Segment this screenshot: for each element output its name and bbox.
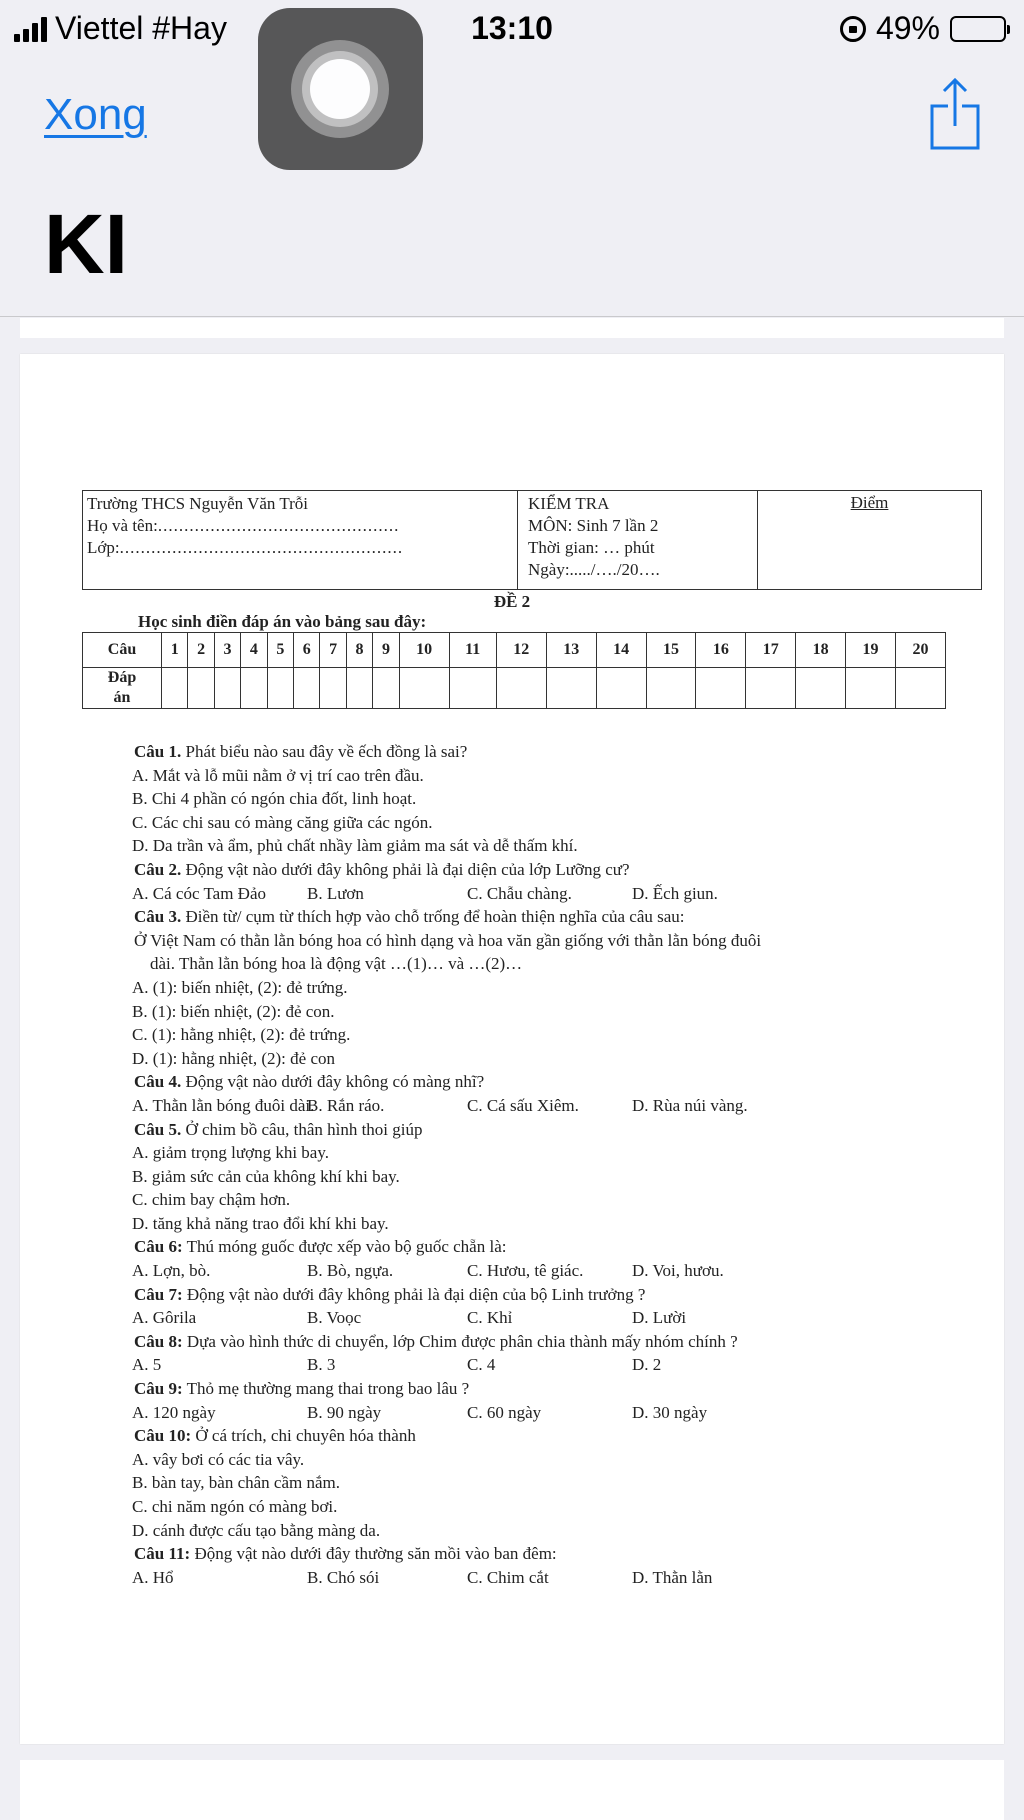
question-number-cell: 14 <box>596 633 646 668</box>
answer-cell[interactable] <box>496 668 546 709</box>
answer-option: C. Chẫu chàng. <box>467 883 572 903</box>
answer-cell[interactable] <box>346 668 372 709</box>
answer-option: B. bàn tay, bàn chân cầm nắm. <box>132 1473 341 1493</box>
question-label: Câu 9: <box>134 1379 183 1399</box>
previous-page <box>20 318 1004 338</box>
question-text: Động vật nào dưới đây không có màng nhĩ? <box>181 1072 485 1092</box>
question-stem <box>134 1118 994 1142</box>
answer-option: B. Bò, ngựa. <box>307 1261 394 1281</box>
question-number-cell: 4 <box>241 633 267 668</box>
answer-option: A. Mắt và lỗ mũi nằm ở vị trí cao trên đầu. <box>132 765 424 785</box>
document-page <box>20 354 1004 1744</box>
answer-cell[interactable] <box>846 668 896 709</box>
question-number-cell: 9 <box>373 633 399 668</box>
question-label: Câu 1. <box>134 742 182 761</box>
answer-option: C. Các chi sau có màng căng giữa các ngón. <box>132 812 433 832</box>
battery-icon <box>950 16 1006 42</box>
answer-option: A. giảm trọng lượng khi bay. <box>132 1143 329 1163</box>
answer-options-row <box>132 1566 994 1590</box>
exam-version: ĐỀ 2 <box>493 592 531 611</box>
question-text: Động vật nào dưới đây không phải là đại diện của bộ Linh trưởng ? <box>182 1284 646 1304</box>
answer-option: D. Lười <box>632 1308 687 1328</box>
share-icon[interactable] <box>928 76 982 152</box>
answer-options-row <box>132 1401 994 1425</box>
answer-option: A. 5 <box>132 1355 162 1375</box>
question-stem <box>134 1330 994 1354</box>
instruction: Học sinh điền đáp án vào bảng sau đây: <box>138 612 427 631</box>
question-label: Câu 10: <box>134 1426 192 1446</box>
question-number-cell: 20 <box>895 633 945 668</box>
next-page <box>20 1760 1004 1820</box>
school-name: Trường THCS Nguyễn Văn Trỗi <box>87 494 308 513</box>
exam-header <box>82 490 982 590</box>
answer-cell[interactable] <box>162 668 188 709</box>
answer-option: A. Cá cóc Tam Đảo <box>132 883 266 903</box>
answer-option: B. Chi 4 phần có ngón chia đốt, linh hoạt. <box>132 789 417 809</box>
question-list <box>134 740 994 1589</box>
answer-options-row <box>132 882 994 906</box>
question-text: Động vật nào dưới đây thường săn mồi vào ban đêm: <box>190 1544 557 1564</box>
question-text: Điền từ/ cụm từ thích hợp vào chỗ trống để hoàn thiện nghĩa của câu sau: <box>181 907 685 927</box>
answer-cell[interactable] <box>449 668 496 709</box>
answer-cell[interactable] <box>241 668 267 709</box>
answer-option: B. Lươn <box>307 883 364 903</box>
question-number-cell: 11 <box>449 633 496 668</box>
question-number-cell: 2 <box>188 633 214 668</box>
question-passage: Ở Việt Nam có thằn lằn bóng hoa có hình dạng và hoa văn gần giống với thằn lằn bóng đuôi <box>134 930 762 950</box>
answer-option: A. vây bơi có các tia vây. <box>132 1449 305 1469</box>
question-stem <box>134 1070 994 1094</box>
answer-option: C. chim bay chậm hơn. <box>132 1190 291 1210</box>
carrier-name: Viettel #Hay <box>55 10 227 46</box>
question-stem <box>134 1283 994 1307</box>
answer-option: A. Lợn, bò. <box>132 1261 211 1281</box>
answer-option: D. Voi, hươu. <box>632 1261 724 1281</box>
answer-option: D. (1): hằng nhiệt, (2): đẻ con <box>132 1048 335 1068</box>
question-text: Thỏ mẹ thường mang thai trong bao lâu ? <box>182 1379 470 1399</box>
name-label: Họ và tên: <box>87 516 158 535</box>
answer-option: D. Rùa núi vàng. <box>632 1095 748 1115</box>
assistive-touch-button[interactable] <box>258 8 423 170</box>
question-stem <box>134 905 994 929</box>
answer-option: D. tăng khả năng trao đổi khí khi bay. <box>132 1213 389 1233</box>
answer-option: D. 30 ngày <box>632 1402 708 1422</box>
answer-option: B. (1): biến nhiệt, (2): đẻ con. <box>132 1001 335 1021</box>
date: Ngày:...../…./20…. <box>528 560 660 579</box>
question-text: Dựa vào hình thức di chuyển, lớp Chim được phân chia thành mấy nhóm chính ? <box>182 1331 738 1351</box>
subject: MÔN: Sinh 7 lần 2 <box>528 516 659 535</box>
answer-option: C. chi năm ngón có màng bơi. <box>132 1497 338 1516</box>
status-bar <box>0 0 1024 56</box>
answer-table <box>82 632 946 709</box>
answer-option: C. Hươu, tê giác. <box>467 1261 584 1281</box>
question-label: Câu 11: <box>134 1544 191 1564</box>
name-dots: .............................................. <box>157 516 400 535</box>
battery-percent: 49% <box>875 10 940 46</box>
answer-option: B. Rắn ráo. <box>307 1095 385 1115</box>
question-stem <box>134 1542 994 1566</box>
answer-label-cell <box>83 668 162 709</box>
question-stem <box>134 740 994 764</box>
answer-cell[interactable] <box>214 668 240 709</box>
answer-label-2: án <box>113 689 131 706</box>
table-header-cell: Câu <box>83 633 162 668</box>
question-label: Câu 5. <box>134 1119 182 1139</box>
answer-cell[interactable] <box>796 668 846 709</box>
question-label: Câu 7: <box>134 1284 183 1304</box>
question-label: Câu 8: <box>134 1331 183 1351</box>
answer-cell[interactable] <box>320 668 346 709</box>
question-number-cell: 6 <box>294 633 320 668</box>
answer-cell[interactable] <box>596 668 646 709</box>
duration: Thời gian: … phút <box>528 538 655 557</box>
score-label: Điểm <box>850 493 889 512</box>
answer-option: D. 2 <box>632 1355 662 1375</box>
answer-option: D. Thằn lằn <box>632 1567 713 1587</box>
answer-cell[interactable] <box>746 668 796 709</box>
answer-cell[interactable] <box>399 668 449 709</box>
question-number-cell: 10 <box>399 633 449 668</box>
question-passage: dài. Thằn lằn bóng hoa là động vật …(1)… và …(2)… <box>150 954 523 974</box>
answer-option: B. giảm sức cản của không khí khi bay. <box>132 1166 400 1186</box>
answer-cell[interactable] <box>373 668 399 709</box>
question-number-cell: 16 <box>696 633 746 668</box>
answer-label-1: Đáp <box>107 669 137 686</box>
question-number-cell: 12 <box>496 633 546 668</box>
answer-options-row <box>132 1259 994 1283</box>
answer-option: A. (1): biến nhiệt, (2): đẻ trứng. <box>132 977 348 997</box>
answer-option: C. 4 <box>467 1355 496 1375</box>
answer-option: A. 120 ngày <box>132 1402 216 1422</box>
answer-option: B. 3 <box>307 1355 336 1375</box>
divider <box>0 316 1024 317</box>
question-text: Động vật nào dưới đây không phải là đại diện của lớp Lưỡng cư? <box>181 859 630 879</box>
answer-cell[interactable] <box>267 668 293 709</box>
orientation-lock-icon <box>840 16 866 42</box>
question-number-cell: 17 <box>746 633 796 668</box>
question-number-cell: 7 <box>320 633 346 668</box>
question-stem <box>134 1235 994 1259</box>
answer-cell[interactable] <box>646 668 696 709</box>
answer-option: C. 60 ngày <box>467 1402 542 1422</box>
question-label: Câu 6: <box>134 1237 183 1257</box>
class-dots: ...................................................... <box>119 538 404 557</box>
answer-cell[interactable] <box>696 668 746 709</box>
answer-option: C. (1): hằng nhiệt, (2): đẻ trứng. <box>132 1025 351 1045</box>
exam-title: KIỂM TRA <box>528 494 610 513</box>
answer-cell[interactable] <box>895 668 945 709</box>
answer-option: B. 90 ngày <box>307 1402 382 1422</box>
answer-option: D. Da trần và ẩm, phủ chất nhầy làm giảm ma sát và dễ thấm khí. <box>132 836 578 856</box>
answer-options-row <box>132 1094 994 1118</box>
answer-option: B. Chó sói <box>307 1567 380 1587</box>
answer-option: C. Cá sấu Xiêm. <box>467 1095 579 1115</box>
question-stem <box>134 858 994 882</box>
clock: 13:10 <box>471 10 553 46</box>
question-number-cell: 1 <box>162 633 188 668</box>
answer-cell[interactable] <box>188 668 214 709</box>
question-stem <box>134 1424 994 1448</box>
answer-option: A. Hổ <box>132 1567 174 1587</box>
answer-option: B. Voọc <box>307 1308 362 1328</box>
answer-cell[interactable] <box>546 668 596 709</box>
question-text: Thú móng guốc được xếp vào bộ guốc chẵn là: <box>182 1237 507 1257</box>
answer-options-row <box>132 1353 994 1377</box>
question-label: Câu 3. <box>134 907 182 927</box>
done-button[interactable]: Xong <box>44 90 147 139</box>
answer-option: C. Khỉ <box>467 1308 513 1328</box>
answer-option: D. cánh được cấu tạo bằng màng da. <box>132 1520 381 1540</box>
question-number-cell: 8 <box>346 633 372 668</box>
answer-option: A. Gôrila <box>132 1308 197 1328</box>
question-number-cell: 15 <box>646 633 696 668</box>
question-label: Câu 2. <box>134 859 182 879</box>
class-label: Lớp: <box>87 538 120 557</box>
answer-option: C. Chim cắt <box>467 1567 549 1587</box>
question-label: Câu 4. <box>134 1072 182 1092</box>
document-title: KI <box>44 197 128 291</box>
question-text: Ở cá trích, chi chuyên hóa thành <box>191 1426 416 1446</box>
question-stem <box>134 1377 994 1401</box>
question-number-cell: 5 <box>267 633 293 668</box>
answer-cell[interactable] <box>294 668 320 709</box>
question-text: Phát biểu nào sau đây về ếch đồng là sai? <box>181 742 468 761</box>
question-number-cell: 18 <box>796 633 846 668</box>
question-number-cell: 3 <box>214 633 240 668</box>
question-number-cell: 13 <box>546 633 596 668</box>
question-text: Ở chim bồ câu, thân hình thoi giúp <box>181 1119 423 1139</box>
answer-options-row <box>132 1306 994 1330</box>
answer-option: D. Ếch giun. <box>632 883 718 903</box>
answer-option: A. Thằn lằn bóng đuôi dài. <box>132 1095 315 1115</box>
question-number-cell: 19 <box>846 633 896 668</box>
